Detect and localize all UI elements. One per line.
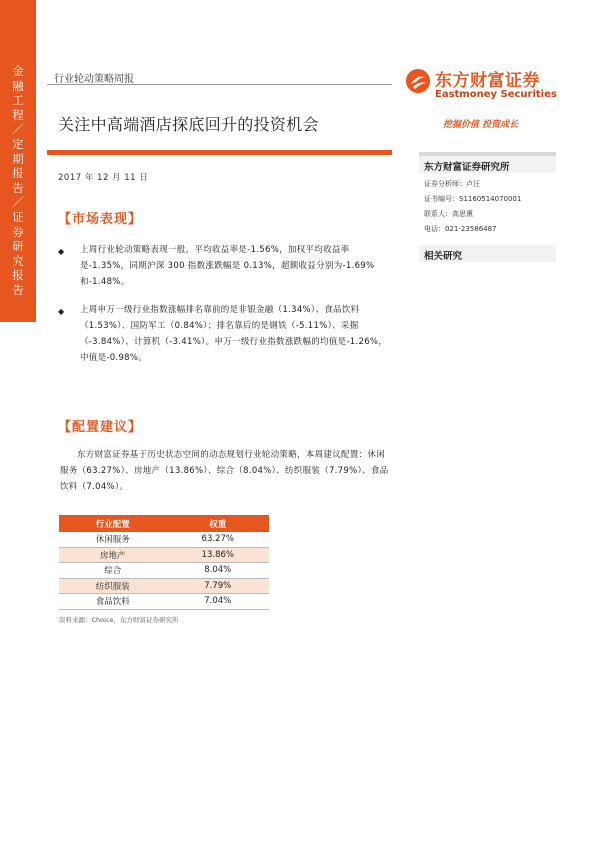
market-section-heading: 【市场表现】	[58, 212, 143, 227]
allocation-section-heading: 【配置建议】	[58, 420, 143, 435]
contact-person: 联系人：高思熏	[424, 210, 473, 218]
table-row	[59, 547, 269, 563]
contact-phone: 电话：021-23586487	[424, 225, 497, 233]
industry-cell: 食品饮料	[59, 594, 167, 610]
report-category-sidebar	[0, 0, 36, 322]
title-accent-bar	[47, 150, 392, 155]
market-bullet-2: 上周申万一级行业指数涨幅排名靠前的是非银金融（1.34%）、食品饮料（1.53%）、国防军工（0.84%）；排名靠后的是钢铁（-5.11%）、采掘（-3.84%）、计算机（-3.41%）。申万一级行业指数涨跌幅的均值是-1.26%，中值是-0.98%。	[80, 305, 388, 363]
weight-cell: 7.79%	[167, 578, 269, 594]
weight-cell: 8.04%	[167, 563, 269, 579]
table-row	[59, 594, 269, 610]
column-header-industry: 行业配置	[59, 515, 167, 532]
related-research-label: 相关研究	[424, 251, 463, 262]
allocation-table	[59, 515, 269, 610]
sidebar-category-text: 金融工程／定期报告／证券研究报告	[12, 64, 24, 297]
diamond-bullet-icon: ◆	[58, 247, 65, 256]
allocation-paragraph: 东方财富证券基于历史状态空间的动态规划行业轮动策略，本周建议配置：休闲服务（63.27%）、房地产（13.86%）、综合（8.04%）、纺织服装（7.79%）、食品饮料（7.04%）。	[60, 450, 389, 492]
table-header-row	[59, 515, 269, 532]
diamond-bullet-icon: ◆	[58, 307, 65, 316]
report-date: 2017 年 12 月 11 日	[58, 173, 149, 183]
brand-name-cn: 东方财富证券	[435, 71, 540, 91]
market-bullet-1: 上周行业轮动策略表现一般，平均收益率是-1.56%，加权平均收益率是-1.35%，同期沪深 300 指数涨跌幅是 0.13%，超额收益分别为-1.69%和-1.48%。	[80, 245, 375, 287]
industry-cell: 综合	[59, 563, 167, 579]
weight-cell: 7.04%	[167, 594, 269, 610]
institute-name: 东方财富证券研究所	[424, 162, 510, 173]
weight-cell: 13.86%	[167, 547, 269, 563]
table-row	[59, 578, 269, 594]
column-header-weight: 权重	[167, 515, 269, 532]
logo-mark-icon	[405, 68, 431, 94]
brand-slogan: 挖掘价值 投资成长	[443, 120, 519, 130]
brand-logo	[405, 66, 565, 106]
report-title: 关注中高端酒店探底回升的投资机会	[58, 115, 319, 134]
data-source-note: 资料来源：Choice，东方财富证券研究所	[59, 616, 179, 624]
table-row	[59, 563, 269, 579]
report-type: 行业轮动策略周报	[54, 74, 134, 85]
industry-cell: 房地产	[59, 547, 167, 563]
weight-cell: 63.27%	[167, 532, 269, 547]
industry-cell: 休闲服务	[59, 532, 167, 547]
industry-cell: 纺织服装	[59, 578, 167, 594]
divider	[47, 84, 392, 85]
table-row	[59, 532, 269, 547]
analyst-name: 证券分析师：卢汪	[424, 180, 480, 188]
certificate-number: 证书编号：S1160514070001	[424, 195, 522, 203]
brand-name-en: Eastmoney Securities	[435, 89, 557, 100]
